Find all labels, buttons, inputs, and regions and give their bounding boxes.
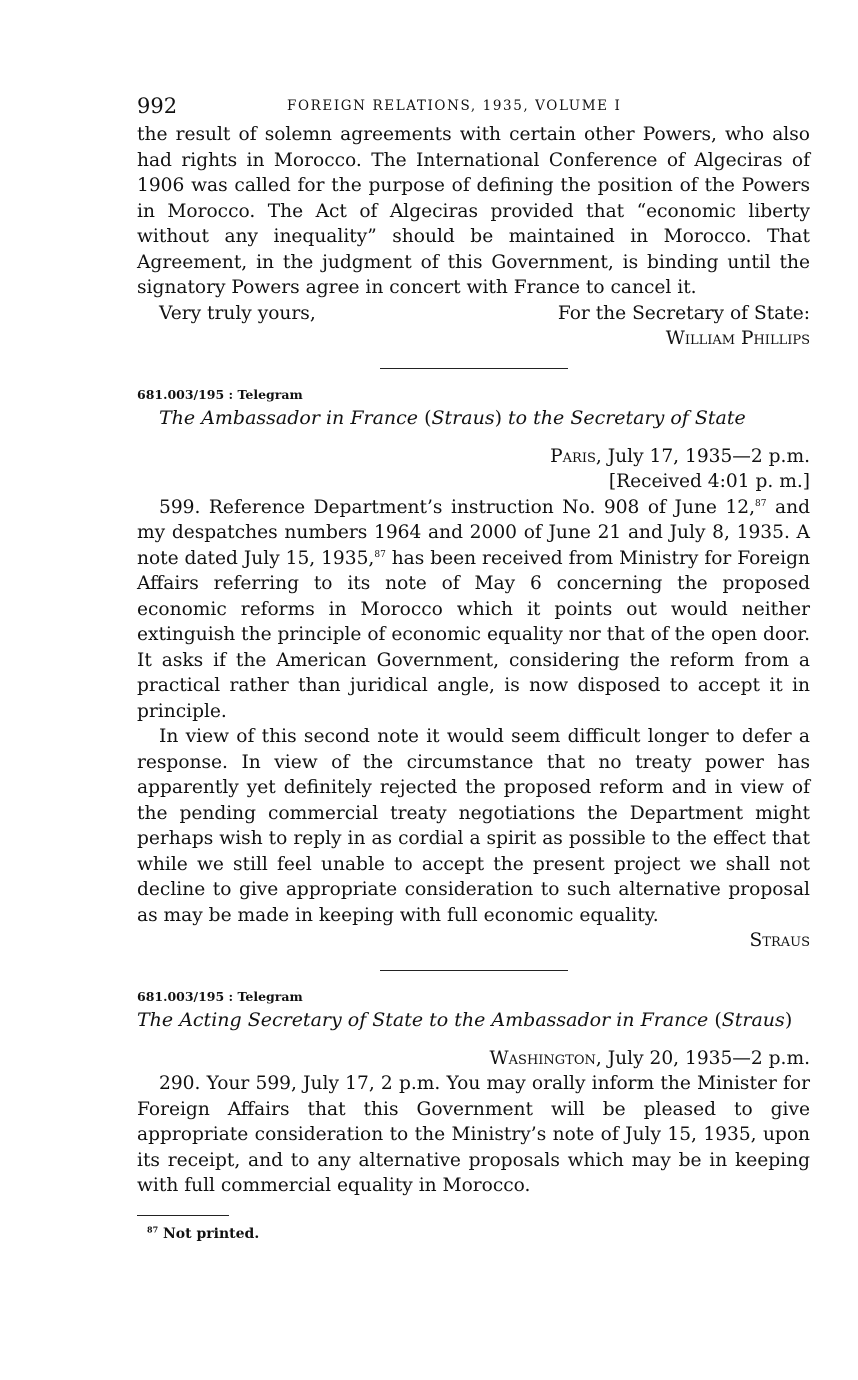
doc1-dateline <box>137 444 810 470</box>
running-title: FOREIGN RELATIONS, 1935, VOLUME I <box>287 98 622 114</box>
footnote-text: Not printed. <box>158 1225 260 1242</box>
doc2-file-number: 681.003/195 : Telegram <box>137 988 303 1004</box>
letter-closing: Very truly yours, <box>159 302 316 324</box>
doc2-dateline <box>137 1046 810 1072</box>
letter-for-line: For the Secretary of State: <box>557 302 810 324</box>
doc1-heading: The Ambassador in France (Straus) to the Secretary of State <box>159 406 746 429</box>
doc2-heading-a: The Acting Secretary of State to the Ambassador in France <box>137 1008 709 1031</box>
doc1-paragraph-1 <box>137 495 810 725</box>
doc1-file-number: 681.003/195 : Telegram <box>137 386 303 402</box>
footnote <box>137 1223 810 1242</box>
footnote-rule <box>137 1215 229 1216</box>
doc1-para1-b: and my despatches numbers 1964 and 2000 of June 21 and July 8, 1935. A note dated July 15, 1935, <box>137 496 810 569</box>
doc2-heading: The Acting Secretary of State to the Ambassador in France (Straus) <box>137 1008 793 1031</box>
letter-signature: William Phillips <box>665 328 810 349</box>
page <box>137 94 810 1242</box>
doc1-signature: Straus <box>749 930 810 951</box>
footnote-ref: 87 <box>755 498 767 509</box>
letter-paragraph: the result of solemn agreements with certain other Powers, who also had rights in Morocco. The International Conference of Algeciras of 1906 was called for the purpose of defining the position of the Powers in Morocco. The Act of Algeciras provided that “economic liberty without any inequality” should be maintained in Morocco. That Agreement, in the judgment of this Government, is binding until the signatory Powers agree in concert with France to cancel it. <box>137 124 810 298</box>
doc2-heading-b: Straus <box>721 1008 785 1031</box>
doc1-received: [Received 4:01 p. m.] <box>608 471 810 492</box>
doc1-heading-c: to the Secretary of State <box>508 406 746 429</box>
section-divider <box>380 368 568 369</box>
footnote-ref: 87 <box>374 549 386 560</box>
doc1-heading-a: The Ambassador in France <box>159 406 419 429</box>
doc2-paragraph: 290. Your 599, July 17, 2 p.m. You may orally inform the Minister for Foreign Affairs that this Government will be pleased to give appropriate consideration to the Ministry’s note of July 15, 1935, upon its receipt, and to any alternative proposals which may be in keeping with full commercial equality in Morocco. <box>137 1073 810 1196</box>
doc1-place: Paris <box>550 445 596 467</box>
doc2-place: Washington <box>489 1047 596 1069</box>
page-number: 992 <box>137 94 178 118</box>
doc1-para1-c: has been received from Ministry for Foreign Affairs referring to its note of May 6 concerning the proposed economic reforms in Morocco which it points out would neither extinguish the principle of economic equality nor that of the open door. It asks if the American Government, considering the reform from a practical rather than juridical angle, is now disposed to accept it in principle. <box>137 547 811 722</box>
doc2-date: , July 20, 1935—2 p.m. <box>595 1047 810 1069</box>
footnote-marker: 87 <box>147 1223 159 1234</box>
doc1-heading-b: Straus <box>431 406 495 429</box>
doc1-para1-a: 599. Reference Department’s instruction No. 908 of June 12, <box>159 496 756 518</box>
doc1-paragraph-2: In view of this second note it would seem difficult longer to defer a response. In view of the circumstance that no treaty power has apparently yet definitely rejected the proposed reform and in view of the pending commercial treaty negotiations the Department might perhaps wish to reply in as cordial a spirit as possible to the effect that while we still feel unable to accept the present project we shall not decline to give appropriate consideration to such alternative proposal as may be made in keeping with full economic equality. <box>137 726 810 926</box>
doc1-date: , July 17, 1935—2 p.m. <box>595 445 810 467</box>
letter-closing-line <box>137 301 810 327</box>
running-header <box>137 94 810 122</box>
section-divider <box>380 970 568 971</box>
